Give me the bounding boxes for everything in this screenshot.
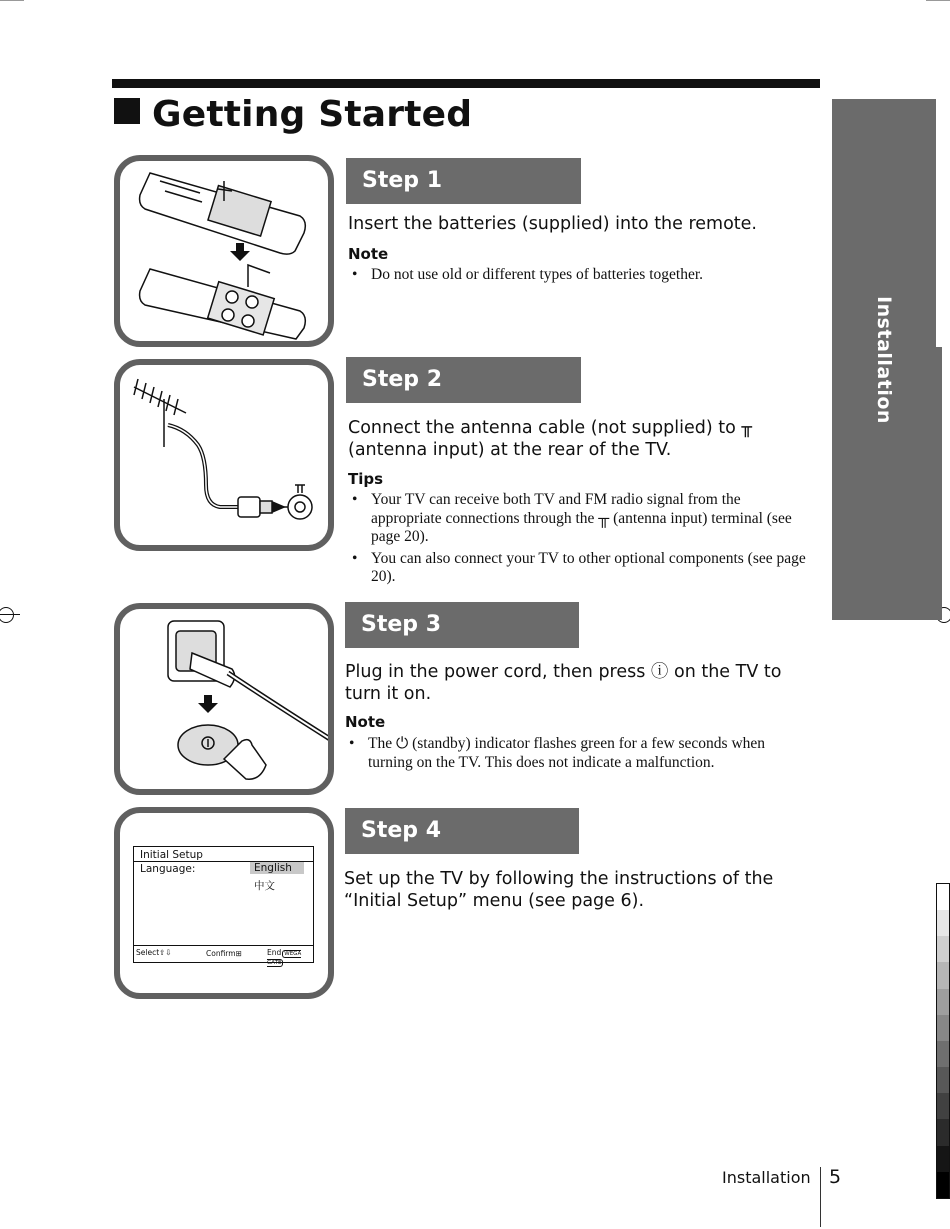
registration-mark-left: [0, 607, 14, 623]
page-title-text: Getting Started: [152, 94, 473, 135]
osd-option-english[interactable]: English: [250, 862, 304, 874]
step3-heading: Step 3: [345, 602, 579, 648]
confirm-key-icon: ⊞: [235, 949, 242, 958]
osd-select-hint: [136, 948, 172, 957]
gray-swatch: [937, 910, 949, 936]
gray-swatch: [937, 1093, 949, 1119]
list-item: • Your TV can receive both TV and FM radio signal from the appropriate connections through the ╥ (antenna input) terminal (see page 20).: [348, 491, 808, 547]
wega-gate-key: WEGA GATE: [267, 951, 302, 966]
step4-heading: Step 4: [345, 808, 579, 854]
crop-line-top-right: [926, 0, 950, 1]
step2-tips: [348, 491, 808, 590]
step3-illustration: [114, 603, 334, 795]
remote-batteries-illustration: [120, 161, 328, 341]
step3-note-label: Note: [345, 713, 386, 731]
step4-text-line1: Set up the TV by following the instructions of the: [344, 869, 774, 889]
initial-setup-screen: [133, 846, 314, 966]
gray-swatch: [937, 1067, 949, 1093]
osd-confirm-label: Confirm: [206, 949, 236, 958]
osd-title: Initial Setup: [140, 849, 203, 861]
antenna-connection-illustration: [120, 365, 328, 545]
power-cord-illustration: [120, 609, 328, 789]
list-item: • The ⏻ (standby) indicator flashes green for a few seconds when turning on the TV. This does not indicate a malfunction.: [345, 735, 805, 772]
gray-swatch: [937, 989, 949, 1015]
osd-footer-rule: [134, 945, 313, 946]
crop-line-top-left: [0, 0, 24, 1]
gray-scale-bar: [936, 883, 950, 1199]
gray-swatch: [937, 1041, 949, 1067]
osd-end-hint: [267, 948, 313, 966]
step2-text-line2: (antenna input) at the rear of the TV.: [348, 440, 672, 460]
side-tab-label: Installation: [873, 296, 895, 424]
title-rule: [112, 79, 820, 88]
gray-swatch: [937, 1015, 949, 1041]
step2-illustration: [114, 359, 334, 551]
up-down-arrow-icon: ⇧⇩: [159, 948, 172, 957]
osd-confirm-hint: [206, 949, 242, 958]
step3-text-line2: turn it on.: [345, 684, 432, 704]
osd-end-label: End: [267, 948, 282, 957]
page-title: [114, 94, 472, 135]
step1-notes: [348, 266, 808, 288]
step1-illustration: [114, 155, 334, 347]
step3-notes: [345, 735, 805, 775]
osd-select-label: Select: [136, 948, 160, 957]
side-tab-edge: [936, 347, 942, 620]
gray-swatch: [937, 1172, 949, 1198]
title-square-icon: [114, 98, 140, 124]
footer-section-label: Installation: [722, 1168, 811, 1187]
footer-divider: [820, 1167, 821, 1227]
registration-line-left: [0, 614, 20, 615]
page-number: 5: [829, 1166, 842, 1188]
gray-swatch: [937, 1146, 949, 1172]
gray-swatch: [937, 936, 949, 962]
step1-note-label: Note: [348, 245, 389, 263]
step3-text-line1: Plug in the power cord, then press ⓘ on the TV to: [345, 662, 782, 682]
gray-swatch: [937, 1119, 949, 1145]
list-item: • Do not use old or different types of batteries together.: [348, 266, 808, 285]
step1-text: Insert the batteries (supplied) into the remote.: [348, 214, 757, 234]
step2-heading: Step 2: [346, 357, 581, 403]
step2-tips-label: Tips: [348, 470, 384, 488]
list-item: • You can also connect your TV to other optional components (see page 20).: [348, 550, 808, 587]
step1-heading: Step 1: [346, 158, 581, 204]
osd-option-chinese[interactable]: 中文: [254, 880, 275, 892]
osd-language-label: Language:: [140, 863, 196, 875]
step4-text-line2: “Initial Setup” menu (see page 6).: [344, 891, 645, 911]
step2-text-line1: Connect the antenna cable (not supplied) to ╥: [348, 418, 752, 438]
gray-swatch: [937, 962, 949, 988]
gray-swatch: [937, 884, 949, 910]
